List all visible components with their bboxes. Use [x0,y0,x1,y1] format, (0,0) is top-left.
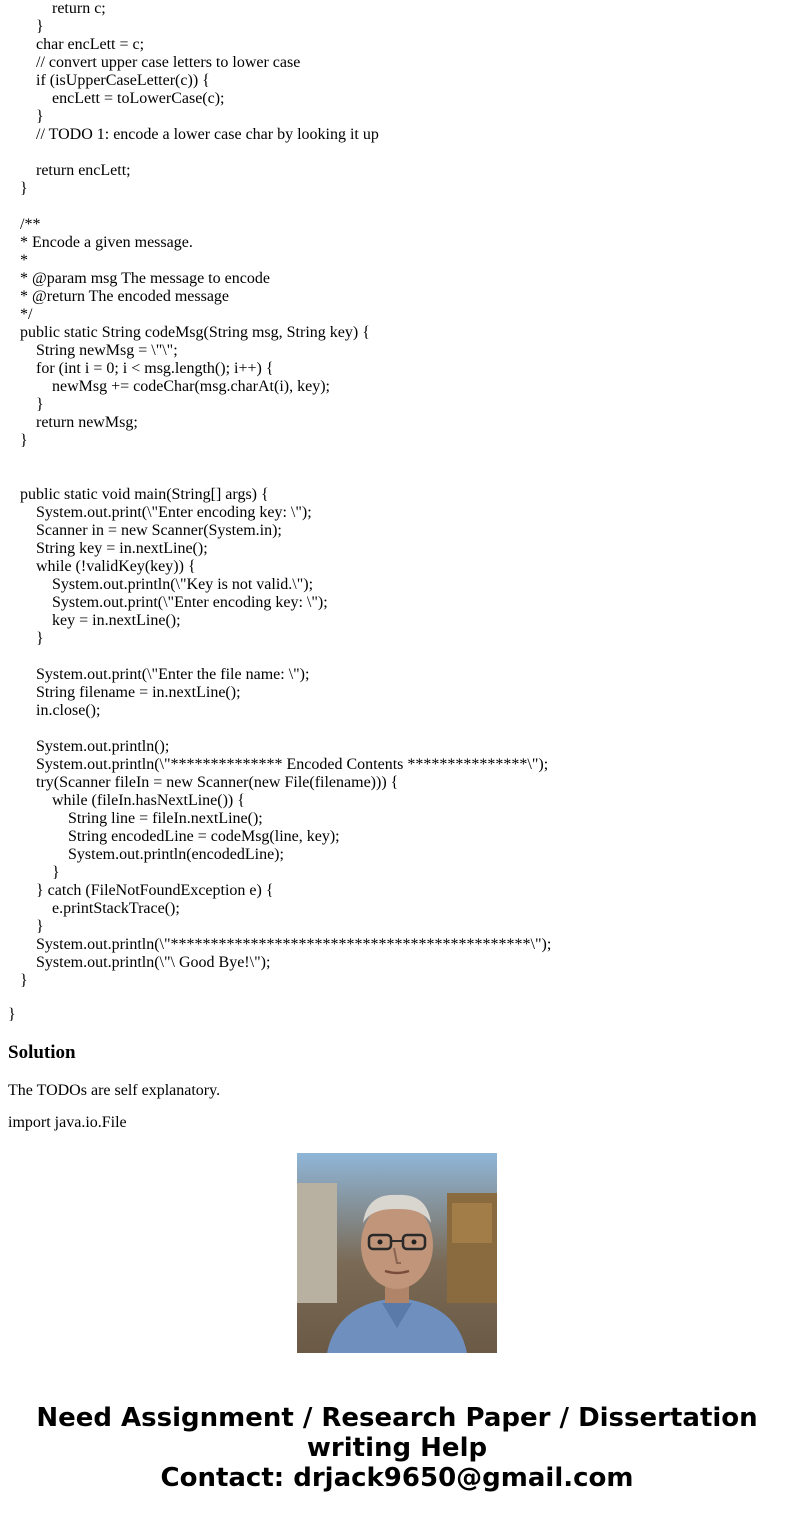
code-line: for (int i = 0; i < msg.length(); i++) { [36,360,274,377]
promo-contact: Contact: drjack9650@gmail.com [160,1463,634,1493]
code-line: Scanner in = new Scanner(System.in); [36,522,282,539]
code-line: char encLett = c; [36,36,145,53]
code-line: * @param msg The message to encode [20,270,270,287]
code-line: } [36,396,44,413]
code-line: return encLett; [36,162,131,179]
code-line: return newMsg; [36,414,138,431]
code-line: public static void main(String[] args) { [20,486,269,503]
solution-heading: Solution [8,1042,76,1063]
code-line: System.out.print(\"Enter encoding key: \"); [36,504,312,521]
code-line: in.close(); [36,702,101,719]
code-line: while (!validKey(key)) { [36,558,196,575]
truncated-code-line: import java.io.File [8,1114,127,1131]
code-line: System.out.println(\"*********************************************\"); [36,936,552,953]
code-line: } [36,918,44,935]
code-line: } [52,864,60,881]
code-line: } [20,180,28,197]
code-line: * [20,252,28,269]
code-line: System.out.print(\"Enter the file name: \"); [36,666,310,683]
code-line: System.out.println(\"************** Encoded Contents ***************\"); [36,756,549,773]
promo-line-1: Need Assignment / Research Paper / Dissertation [36,1403,758,1433]
code-line: } catch (FileNotFoundException e) { [36,882,274,899]
code-line: String line = fileIn.nextLine(); [68,810,263,827]
code-line: String newMsg = \"\"; [36,342,178,359]
code-line: * Encode a given message. [20,234,193,251]
code-line: System.out.println(); [36,738,170,755]
author-photo [297,1153,497,1353]
code-line: return c; [52,0,106,17]
code-line: // TODO 1: encode a lower case char by looking it up [36,126,379,143]
code-line: // convert upper case letters to lower case [36,54,301,71]
code-line: try(Scanner fileIn = new Scanner(new File(filename))) { [36,774,399,791]
code-line: e.printStackTrace(); [52,900,180,917]
code-line: key = in.nextLine(); [52,612,181,629]
code-line: String key = in.nextLine(); [36,540,208,557]
portrait-image [297,1153,497,1353]
code-line: String filename = in.nextLine(); [36,684,241,701]
code-line: } [20,432,28,449]
code-line: public static String codeMsg(String msg, String key) { [20,324,370,341]
code-line: System.out.println(\"\ Good Bye!\"); [36,954,271,971]
code-line: */ [20,306,33,323]
code-line: encLett = toLowerCase(c); [52,90,225,107]
code-line: System.out.println(\"Key is not valid.\"); [52,576,314,593]
solution-text: The TODOs are self explanatory. [8,1082,221,1099]
code-line: if (isUpperCaseLetter(c)) { [36,72,210,89]
code-line: while (fileIn.hasNextLine()) { [52,792,245,809]
code-line: System.out.println(encodedLine); [68,846,284,863]
code-line: } [36,630,44,647]
code-line: System.out.print(\"Enter encoding key: \"); [52,594,328,611]
code-line: * @return The encoded message [20,288,230,305]
code-line: String encodedLine = codeMsg(line, key); [68,828,340,845]
code-line: } [36,18,44,35]
code-line: } [8,1006,16,1023]
code-line: /** [20,216,41,233]
code-line: } [20,972,28,989]
code-line: newMsg += codeChar(msg.charAt(i), key); [52,378,330,395]
code-line: } [36,108,44,125]
promo-line-2: writing Help [306,1433,488,1463]
